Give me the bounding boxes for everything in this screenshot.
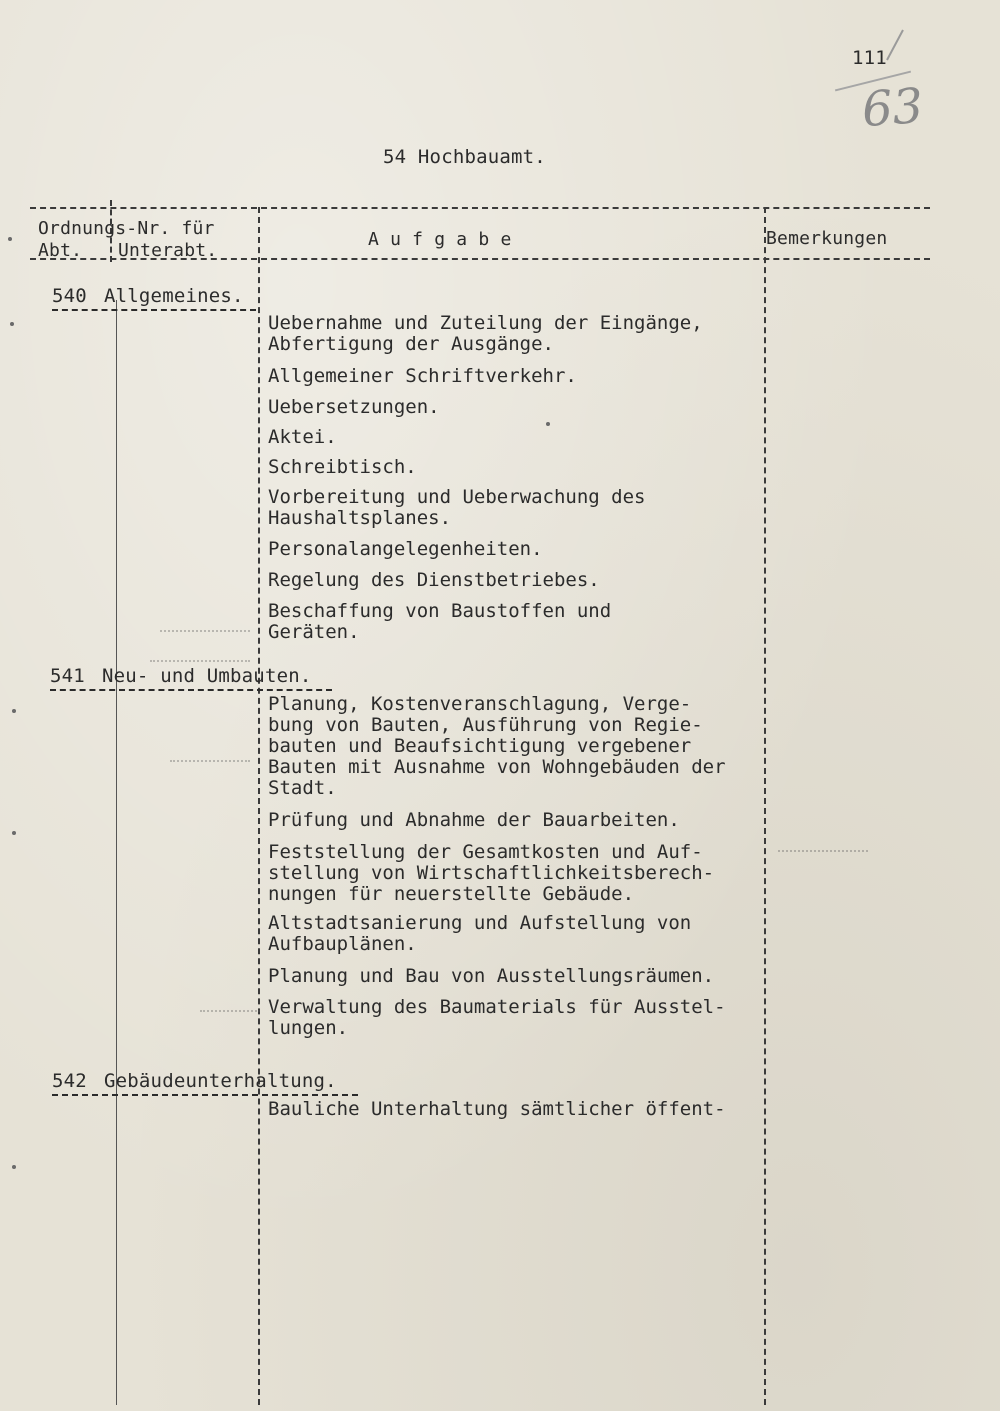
section-heading-gebaeudeunterhaltung: Gebäudeunterhaltung.: [104, 1070, 337, 1092]
section-code-540: 540: [52, 285, 87, 307]
task-item: Regelung des Dienstbetriebes.: [268, 569, 600, 591]
pencil-page-number: 63: [860, 77, 925, 139]
task-item: Beschaffung von Baustoffen und Geräten.: [268, 600, 612, 643]
paper-speck: [546, 422, 550, 426]
table-top-rule: [30, 207, 930, 209]
task-item: Planung, Kostenveranschlagung, Verge- bung von Bauten, Ausführung von Regie- bauten und Beaufsichtigung vergebener Bauten mit Ausnahme von Wohngebäuden der Stadt.: [268, 693, 726, 799]
task-item: Planung und Bau von Ausstellungsräumen.: [268, 965, 715, 987]
task-item: Uebernahme und Zuteilung der Eingänge, Abfertigung der Ausgänge.: [268, 312, 703, 355]
header-bemerkungen: Bemerkungen: [766, 228, 888, 249]
paper-speck: [8, 237, 12, 241]
section-code-541: 541: [50, 665, 85, 687]
section-heading-neu-und-umbauten: Neu- und Umbauten.: [102, 665, 312, 687]
task-item: Allgemeiner Schriftverkehr.: [268, 365, 577, 387]
heading-underline: [50, 689, 332, 691]
bleed-through-mark: [778, 850, 868, 852]
task-item: Prüfung und Abnahme der Bauarbeiten.: [268, 809, 680, 831]
header-abt: Abt.: [38, 240, 83, 261]
column-divider: [116, 300, 117, 1405]
task-item: Personalangelegenheiten.: [268, 538, 543, 560]
task-item: Bauliche Unterhaltung sämtlicher öffent-: [268, 1098, 726, 1120]
task-item: Feststellung der Gesamtkosten und Auf- stellung von Wirtschaftlichkeitsberech- nungen für neuerstellte Gebäude.: [268, 841, 715, 905]
bleed-through-mark: [200, 1010, 260, 1012]
task-item: Aktei.: [268, 426, 337, 448]
page-number: 111: [852, 47, 887, 69]
task-item: Vorbereitung und Ueberwachung des Haushaltsplanes.: [268, 486, 646, 529]
header-aufgabe: A u f g a b e: [368, 229, 512, 250]
column-divider: [258, 207, 260, 1405]
header-unterabt: Unterabt.: [118, 240, 218, 261]
header-ordnungs-nr: Ordnungs-Nr. für: [38, 218, 215, 239]
section-heading-allgemeines: Allgemeines.: [104, 285, 244, 307]
paper-speck: [12, 709, 16, 713]
task-item: Schreibtisch.: [268, 456, 417, 478]
task-item: Altstadtsanierung und Aufstellung von Aufbauplänen.: [268, 912, 692, 955]
bleed-through-mark: [160, 630, 250, 632]
heading-underline: [52, 1094, 358, 1096]
task-item: Uebersetzungen.: [268, 396, 440, 418]
column-divider: [764, 207, 766, 1405]
heading-underline: [52, 309, 256, 311]
section-code-542: 542: [52, 1070, 87, 1092]
paper-speck: [10, 322, 14, 326]
page-title: 54 Hochbauamt.: [383, 146, 546, 168]
task-item: Verwaltung des Baumaterials für Ausstel- lungen.: [268, 996, 726, 1039]
paper-speck: [12, 831, 16, 835]
bleed-through-mark: [170, 760, 250, 762]
paper-speck: [12, 1165, 16, 1169]
bleed-through-mark: [150, 660, 250, 662]
